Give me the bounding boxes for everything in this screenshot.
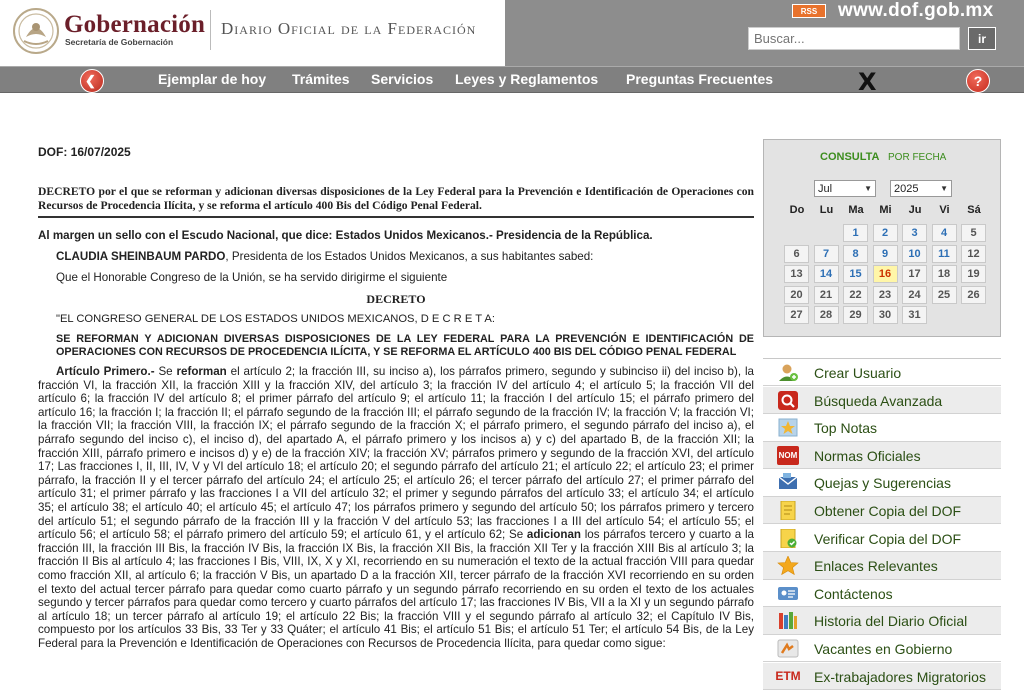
chevron-down-icon: ▼ [940, 184, 948, 193]
side-menu-item[interactable] [763, 469, 1001, 496]
star-icon [777, 556, 799, 575]
side-menu-label: Verificar Copia del DOF [814, 530, 962, 547]
weekday-label: Lu [819, 204, 834, 216]
calendar-day[interactable]: 28 [814, 306, 839, 324]
arrow-left-icon: ❮ [85, 73, 96, 88]
calendar-day[interactable]: 9 [873, 245, 898, 263]
calendar-day[interactable]: 7 [814, 245, 839, 263]
weekday-label: Vi [939, 204, 950, 216]
nav-preguntas-frecuentes[interactable]: Preguntas Frecuentes [626, 71, 774, 87]
calendar-day[interactable]: 21 [814, 286, 839, 304]
mail-icon [777, 473, 799, 492]
main-nav [0, 66, 1024, 96]
side-menu-label: Crear Usuario [814, 365, 902, 381]
margin-seal-text: Al margen un sello con el Escudo Nacional, que dice: Estados Unidos Mexicanos.- Presidencia de la República. [38, 229, 653, 242]
article-part-1: el artículo 2; la fracción III, su inciso a), los párrafos primero, segundo y subinciso ii) del inciso b), la fracción VI, la fracción XII, la fracción XIII y la fracción XIV, del artículo 3; la fracción IV del artículo 4; el artículo 5; la fracción VII del artículo 6; la fracción IV del artículo 8; el primer párrafo del artículo 9; el artículo 11; la fracción I del artículo 15; el párrafo primero del artículo 16; la fracción I; la fracción II; el párrafo segundo de la fracción III; el párrafo segundo de la fracción IV; la fracción V; la fracción VI; la fracción VII; la fracción VIII, la fracción IX; el párrafo segundo de la fracción X; el párrafo primero, el segundo párrafo del inciso a), el párrafo segundo del inciso c), el inciso d), del apartado A, el párrafo primero y los incisos a) y c) del apartado B, de la fracción XII; la fracción XIII, párrafo primero e incisos d) y e) de la fracción XIV; la fracción XV; párrafos primero y segundo de la fracción XVI, del artículo 17; Las fracciones I, II, III, IV, V y VI del artículo 18; el artículo 20; el segundo párrafo del artículo 21; el artículo 22; el artículo 23; el primer párrafo, la fracción II y el tercer párrafo del artículo 24; el artículo 25; el artículo 26; el tercer párrafo del artículo 27; el primer párrafo del artículo 31; el primer párrafo y las fracciones I a VII del artículo 32; el primer y segundo párrafos del artículo 33; el artículo 34; el artículo 35; el artículo 38; el artículo 40; el artículo 45; el artículo 47; los párrafos primero y segundo del artículo 50; los párrafos primero y tercero del artículo 51; el segundo párrafo de la fracción III y la fracción V del artículo 53; las fracciones I a III del artículo 54; el artículo 55; el artículo 56; el artículo 58; el párrafo primero del artículo 59; el artículo 61, y el artículo 62; Se [38, 365, 754, 542]
side-menu-label: Quejas y Sugerencias [814, 475, 951, 492]
header-brand-area [0, 0, 505, 66]
article-first-paragraph [38, 365, 754, 650]
side-menu [763, 358, 1001, 699]
calendar-day[interactable]: 8 [843, 245, 868, 263]
weekday-label: Do [789, 204, 805, 216]
month-select[interactable] [814, 180, 876, 197]
calendar-header [764, 140, 1000, 174]
calendar-day[interactable]: 11 [932, 245, 957, 263]
side-menu-label: Búsqueda Avanzada [814, 392, 943, 409]
side-menu-item[interactable] [763, 497, 1001, 524]
president-rest: , Presidenta de los Estados Unidos Mexicanos, a sus habitantes sabed: [225, 250, 594, 263]
side-menu-item[interactable] [763, 359, 1001, 386]
side-menu-label: Ex-trabajadores Migratorios [814, 668, 986, 685]
side-menu-item[interactable] [763, 414, 1001, 441]
national-seal-icon [12, 7, 60, 55]
calendar-day[interactable]: 15 [843, 265, 868, 283]
side-menu-label: Top Notas [814, 420, 878, 437]
side-menu-item[interactable] [763, 387, 1001, 414]
back-button[interactable] [80, 69, 104, 93]
calendar-day[interactable]: 13 [784, 265, 809, 283]
calendar-weekdays [784, 204, 994, 218]
calendar-day[interactable]: 19 [961, 265, 986, 283]
decreto-heading: DECRETO [366, 292, 426, 306]
gob-title[interactable]: Gobernación [64, 11, 206, 38]
header-divider [210, 10, 211, 50]
month-value: Jul [818, 182, 833, 195]
year-select[interactable] [890, 180, 952, 197]
calendar-day[interactable]: 24 [902, 286, 927, 304]
decree-title: DECRETO por el que se reforman y adicionan diversas disposiciones de la Ley Federal para la Prevención e Identificación de Operaciones con Recursos de Procedencia Ilícita, y se reforma el artículo 400 Bis del Código Penal Federal. [38, 185, 754, 218]
x-social-icon[interactable]: X [858, 68, 877, 96]
star-badge-icon [777, 418, 799, 437]
calendar-day[interactable]: 12 [961, 245, 986, 263]
calendar-consulta-label: CONSULTA [820, 151, 880, 163]
side-menu-label: Vacantes en Gobierno [814, 641, 953, 657]
calendar-day[interactable]: 17 [902, 265, 927, 283]
search-input[interactable] [748, 27, 960, 50]
reform-heading: SE REFORMAN Y ADICIONAN DIVERSAS DISPOSICIONES DE LA LEY FEDERAL PARA LA PREVENCIÓN E IDENTIFICACIÓN DE OPERACIONES CON RECURSOS DE PROCEDENCIA ILÍCITA, Y SE REFORMA EL ARTÍCULO 400 BIS DEL CÓDIGO PENAL FEDERAL [56, 333, 754, 358]
date-calendar [763, 139, 1001, 337]
calendar-day[interactable]: 26 [961, 286, 986, 304]
rss-button[interactable]: RSS [792, 4, 826, 18]
side-menu-label: Contáctenos [814, 585, 893, 602]
search-icon [777, 391, 799, 410]
calendar-day[interactable]: 25 [932, 286, 957, 304]
calendar-day[interactable]: 18 [932, 265, 957, 283]
nav-ejemplar-de-hoy[interactable]: Ejemplar de hoy [158, 71, 267, 87]
nav-leyes-y-reglamentos[interactable]: Leyes y Reglamentos [455, 71, 599, 87]
weekday-label: Mi [879, 204, 892, 216]
calendar-day[interactable]: 5 [961, 224, 986, 242]
side-menu-item[interactable] [763, 663, 1001, 690]
side-menu-label: Obtener Copia del DOF [814, 503, 962, 519]
side-menu-item[interactable] [763, 552, 1001, 579]
calendar-day[interactable]: 29 [843, 306, 868, 324]
weekday-label: Ju [908, 204, 922, 216]
dof-date: DOF: 16/07/2025 [38, 145, 131, 159]
side-menu-label: Normas Oficiales [814, 447, 921, 464]
calendar-por-fecha-label: POR FECHA [888, 152, 947, 163]
calendar-day[interactable]: 27 [784, 306, 809, 324]
president-name: CLAUDIA SHEINBAUM PARDO [56, 250, 226, 263]
contact-card-icon [777, 584, 799, 603]
calendar-day[interactable]: 2 [873, 224, 898, 242]
calendar-days-grid [784, 224, 994, 328]
gob-subtitle: Secretaría de Gobernación [65, 37, 174, 47]
calendar-day-selected[interactable]: 16 [873, 265, 898, 283]
chevron-down-icon: ▼ [864, 184, 872, 193]
nav-servicios[interactable]: Servicios [371, 71, 434, 87]
year-value: 2025 [894, 182, 919, 195]
side-menu-item[interactable] [763, 635, 1001, 662]
side-menu-label: Enlaces Relevantes [814, 558, 938, 575]
calendar-day[interactable]: 31 [902, 306, 927, 324]
calendar-day[interactable]: 22 [843, 286, 868, 304]
side-menu-item[interactable] [763, 580, 1001, 607]
calendar-day[interactable]: 6 [784, 245, 809, 263]
etm-icon: ETM [775, 668, 801, 683]
side-menu-item[interactable] [763, 607, 1001, 634]
help-button[interactable]: ? [966, 69, 990, 93]
dof-name[interactable]: Diario Oficial de la Federación [221, 19, 477, 38]
president-line [56, 250, 593, 263]
calendar-day[interactable]: 1 [843, 224, 868, 242]
calendar-day[interactable]: 10 [902, 245, 927, 263]
document-icon [777, 501, 799, 520]
nav-tramites[interactable]: Trámites [292, 71, 350, 87]
books-icon [777, 611, 799, 630]
site-url[interactable]: www.dof.gob.mx [838, 0, 994, 21]
article-label: Artículo Primero.- [56, 365, 155, 378]
article-reforman: reforman [176, 365, 227, 378]
calendar-day[interactable]: 20 [784, 286, 809, 304]
calendar-day[interactable]: 23 [873, 286, 898, 304]
calendar-day[interactable]: 4 [932, 224, 957, 242]
congreso-line: "EL CONGRESO GENERAL DE LOS ESTADOS UNIDOS MEXICANOS, D E C R E T A: [56, 313, 495, 325]
article-adicionan: adicionan [526, 528, 582, 542]
side-menu-item[interactable] [763, 525, 1001, 552]
side-menu-item[interactable] [763, 442, 1001, 469]
document-check-icon [777, 529, 799, 548]
nom-icon: NOM [777, 446, 799, 465]
site-header [0, 0, 1024, 66]
document-content [38, 93, 754, 699]
weekday-label: Ma [848, 204, 864, 216]
congress-line: Que el Honorable Congreso de la Unión, se ha servido dirigirme el siguiente [56, 271, 448, 284]
calendar-day[interactable]: 3 [902, 224, 927, 242]
briefcase-icon [777, 639, 799, 658]
calendar-day[interactable]: 30 [873, 306, 898, 324]
weekday-label: Sá [967, 204, 981, 216]
article-se: Se [158, 365, 173, 378]
calendar-day[interactable]: 14 [814, 265, 839, 283]
side-menu-label: Historia del Diario Oficial [814, 613, 968, 630]
search-button[interactable]: ir [968, 27, 996, 50]
article-part-2: los párrafos tercero y cuarto a la fracción III, la fracción III Bis, la fracción IV Bis, la fracción IX Bis, la fracción XII Bis, la fracción XII Ter y la fracción XIII Bis al artículo 3; la fracción II Bis al artículo 4; las fracciones I Bis, VIII, IX, X y XI, recorriendo en su numeración el texto de la actual fracción VIII para quedar como fracción XII, al artículo 6; la fracción V Bis, un apartado D a la fracción XII, tercer párrafo de la fracción XVI recorriendo en su orden el texto del actual tercer párrafo para quedar como cuarto párrafo y un segundo párrafo recorriendo en su orden el texto de los actuales segundo y tercer párrafos para quedar como tercero y cuarto párrafos del artículo 17; las fracciones IV Bis, VII a la XI y un segundo párrafo al artículo 18; un tercer párrafo al artículo 19; el artículo 22 Bis; la fracción VIII y el segundo párrafo al artículo 32; el Capítulo IV Bis, compuesto por los artículos 33 Bis, 33 Ter y 33 Quáter; el artículo 41 Bis; el artículo 51 Bis; el artículo 51 Ter; el artículo 54 Bis, de la Ley Federal para la Prevención e Identificación de Operaciones con Recursos de Procedencia Ilícita, para quedar como sigue: [38, 528, 754, 650]
user-add-icon [777, 363, 799, 382]
